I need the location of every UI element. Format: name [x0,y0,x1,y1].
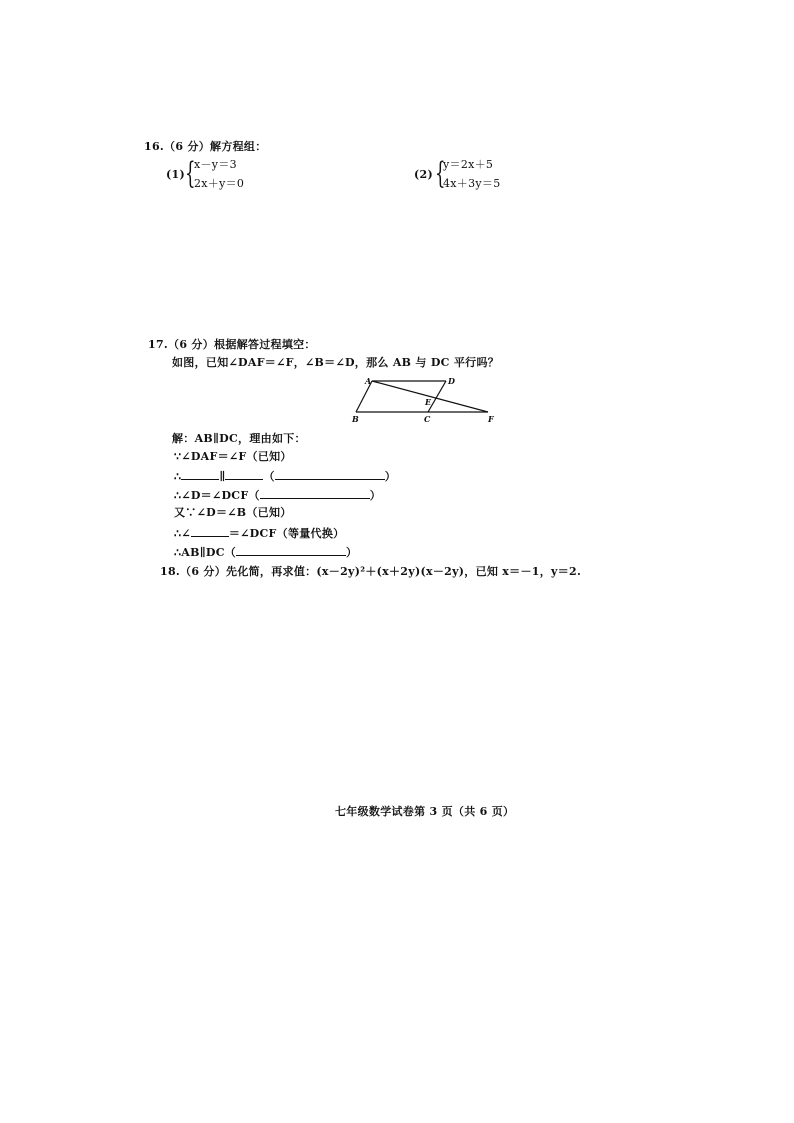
page-footer: 七年级数学试卷第 3 页（共 6 页） [335,805,515,818]
q17-step4: 又∵∠D＝∠B（已知） [174,506,292,519]
point-label-e: E [425,397,432,407]
q17-heading: 17.（6 分）根据解答过程填空： [148,338,316,351]
q17-step2: ∴ ∥ （ ） [174,470,397,483]
answer-blank[interactable] [236,544,346,556]
left-brace-icon: { [435,156,446,191]
point-label-f: F [488,414,494,424]
q16-part2-eq2: 4x＋3y＝5 [443,177,501,190]
q16-part1-eq2: 2x＋y＝0 [194,177,245,190]
q17-solution-intro: 解：AB∥DC，理由如下： [172,432,306,445]
point-label-a: A [365,376,372,386]
q16-part1-label: (1) [166,168,185,181]
q17-step1: ∵∠DAF＝∠F（已知） [174,450,292,463]
q16-part1-eq1: x－y＝3 [194,158,237,171]
q18-text: 18.（6 分）先化简，再求值：(x－2y)²＋(x＋2y)(x－2y)，已知 x＝－1，y＝2. [160,565,582,578]
point-label-b: B [352,414,359,424]
answer-blank[interactable] [225,468,263,480]
q16-part2-label: (2) [414,168,433,181]
point-label-c: C [424,414,431,424]
q17-step5: ∴∠ ＝∠DCF（等量代换） [174,527,345,540]
answer-blank[interactable] [275,468,385,480]
parallelogram-figure [348,372,508,428]
q16-heading: 16.（6 分）解方程组： [144,140,267,153]
q17-step3: ∴∠D＝∠DCF（ ） [174,489,382,502]
left-brace-icon: { [185,156,196,191]
answer-blank[interactable] [260,487,370,499]
answer-blank[interactable] [181,468,219,480]
q17-question: 如图，已知∠DAF＝∠F，∠B＝∠D，那么 AB 与 DC 平行吗？ [172,356,500,369]
answer-blank[interactable] [191,525,229,537]
point-label-d: D [448,376,455,386]
q16-part2-eq1: y＝2x＋5 [443,158,494,171]
q17-step6: ∴AB∥DC（ ） [174,546,358,559]
